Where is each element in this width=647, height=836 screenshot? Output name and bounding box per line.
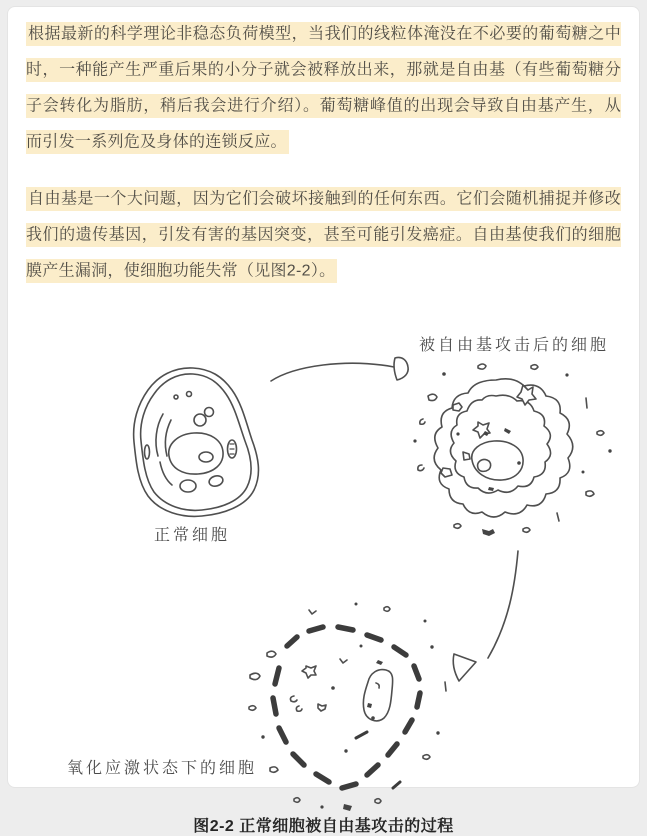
stressed-cell-drawing [249,603,446,812]
paragraph-1 [26,16,621,160]
figure-2-2 [26,310,621,836]
attacked-cell-label: 被自由基攻击后的细胞 [418,337,610,354]
cell-attack-illustration [26,310,623,807]
document-page [7,6,640,835]
arrow-attacked-to-stressed [453,551,518,681]
figure-caption: 图2-2 正常细胞被自由基攻击的过程 [193,818,454,835]
arrow-normal-to-attacked [271,357,408,381]
attacked-cell-drawing [413,364,611,536]
highlighted-text-1: 根据最新的科学理论非稳态负荷模型，当我们的线粒体淹没在不必要的葡萄糖之中时，一种能产生严重后果的小分子就会被释放出来，那就是自由基（有些葡萄糖分子会转化为脂肪，稍后我会进行介绍）。葡萄糖峰值的出现会导致自由基产生，从而引发一系列危及身体的连锁反应。 [26,22,621,154]
highlighted-text-2: 自由基是一个大问题，因为它们会破坏接触到的任何东西。它们会随机捕捉并修改我们的遗传基因，引发有害的基因突变，甚至可能引发癌症。自由基使我们的细胞膜产生漏洞，使细胞功能失常（见图2-2）。 [26,187,621,283]
paragraph-2 [26,181,621,289]
normal-cell-label: 正常细胞 [153,527,231,544]
stressed-cell-label: 氧化应激状态下的细胞 [67,760,258,777]
normal-cell-drawing [134,368,259,516]
